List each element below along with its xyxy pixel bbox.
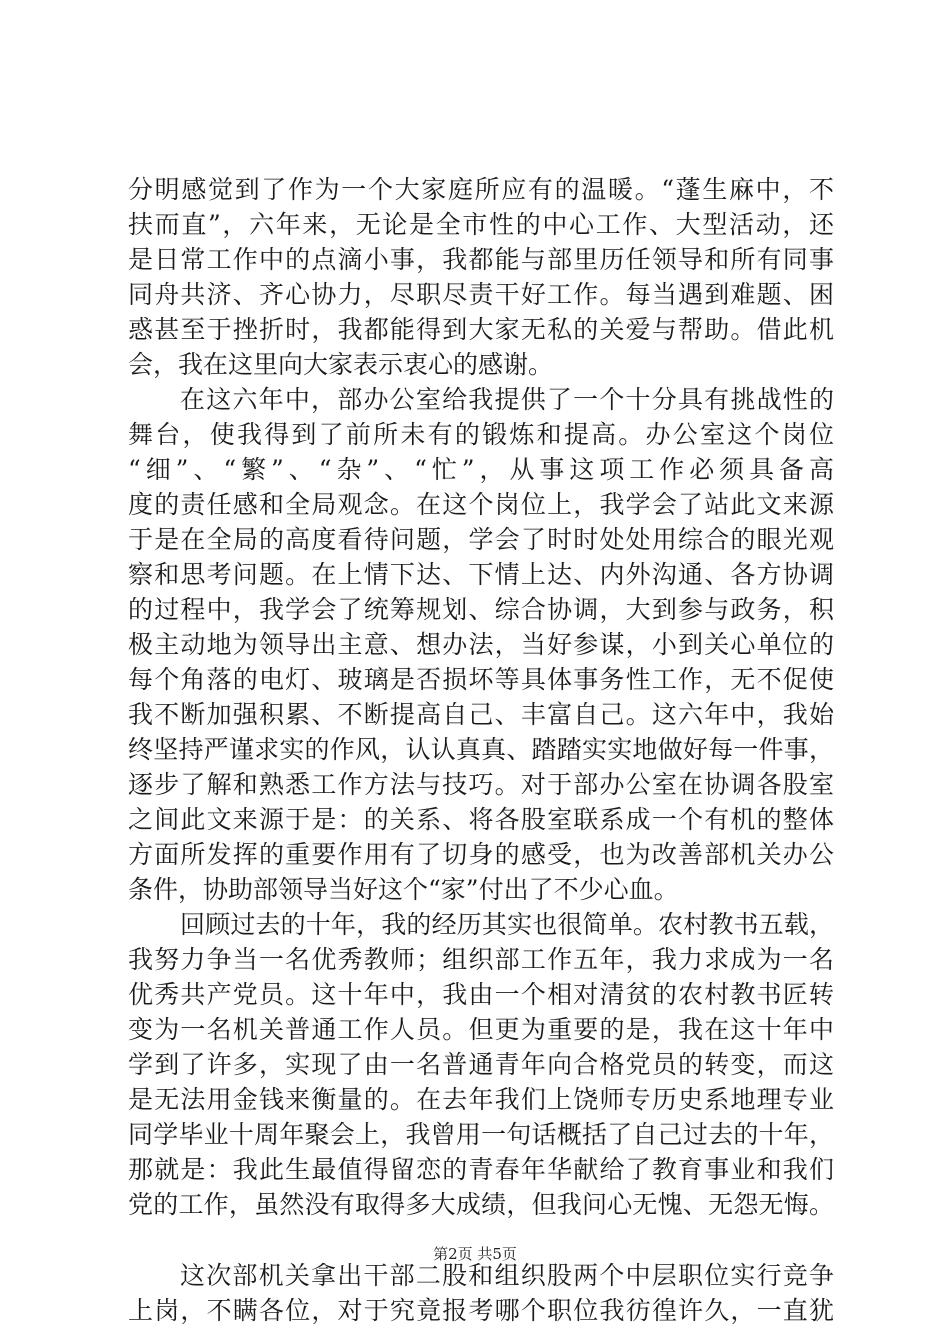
text-line: 党的工作，虽然没有取得多大成绩，但我问心无愧、无怨无悔。 <box>128 1190 834 1219</box>
text-line: 舞台，使我得到了前所未有的锻炼和提高。办公室这个岗位 <box>128 420 834 449</box>
text-line: 逐步了解和熟悉工作方法与技巧。对于部办公室在协调各股室 <box>128 770 834 799</box>
paragraph-gratitude <box>128 172 834 382</box>
text-line: 变为一名机关普通工作人员。但更为重要的是，我在这十年中 <box>128 1015 834 1044</box>
text-line: 惑甚至于挫折时，我都能得到大家无私的关爱与帮助。借此机 <box>128 315 834 344</box>
text-line: 那就是：我此生最值得留恋的青春年华献给了教育事业和我们 <box>128 1155 834 1184</box>
text-line: 优秀共产党员。这十年中，我由一个相对清贫的农村教书匠转 <box>128 980 834 1009</box>
text-line: “细”、“繁”、“杂”、“忙”，从事这项工作必须具备高 <box>128 455 834 484</box>
text-line: 之间此文来源于是：的关系、将各股室联系成一个有机的整体 <box>128 805 834 834</box>
paragraph-competition <box>128 1258 834 1328</box>
text-line: 上岗，不瞒各位，对于究竟报考哪个职位我彷徨许久，一直犹 <box>128 1296 834 1325</box>
paragraph-office-experience <box>128 382 834 907</box>
text-line: 学到了许多，实现了由一名普通青年向合格党员的转变，而这 <box>128 1050 834 1079</box>
text-line: 每个角落的电灯、玻璃是否损坏等具体事务性工作，无不促使 <box>128 665 834 694</box>
text-line: 分明感觉到了作为一个大家庭所应有的温暖。“蓬生麻中，不 <box>128 175 834 204</box>
document-body <box>128 172 834 1328</box>
text-line: 这次部机关拿出干部二股和组织股两个中层职位实行竞争 <box>180 1261 834 1290</box>
text-line: 我不断加强积累、不断提高自己、丰富自己。这六年中，我始 <box>128 700 834 729</box>
text-line: 会，我在这里向大家表示衷心的感谢。 <box>128 350 554 379</box>
text-line: 在这六年中，部办公室给我提供了一个十分具有挑战性的 <box>180 385 834 414</box>
text-line: 方面所发挥的重要作用有了切身的感受，也为改善部机关办公 <box>128 840 834 869</box>
text-line: 的过程中，我学会了统筹规划、综合协调，大到参与政务，积 <box>128 595 834 624</box>
text-line: 是无法用金钱来衡量的。在去年我们上饶师专历史系地理专业 <box>128 1085 834 1114</box>
text-line: 扶而直”，六年来，无论是全市性的中心工作、大型活动，还 <box>128 210 834 239</box>
text-line: 度的责任感和全局观念。在这个岗位上，我学会了站此文来源 <box>128 490 834 519</box>
text-line: 终坚持严谨求实的作风，认认真真、踏踏实实地做好每一件事， <box>128 735 834 764</box>
text-line: 条件，协助部领导当好这个“家”付出了不少心血。 <box>128 875 679 904</box>
text-line: 是日常工作中的点滴小事，我都能与部里历任领导和所有同事 <box>128 245 834 274</box>
text-line: 回顾过去的十年，我的经历其实也很简单。农村教书五载， <box>180 910 834 939</box>
text-line: 于是在全局的高度看待问题，学会了时时处处用综合的眼光观 <box>128 525 834 554</box>
text-line: 察和思考问题。在上情下达、下情上达、内外沟通、各方协调 <box>128 560 834 589</box>
text-line: 我努力争当一名优秀教师；组织部工作五年，我力求成为一名 <box>128 945 834 974</box>
text-line: 同舟共济、齐心协力，尽职尽责干好工作。每当遇到难题、困 <box>128 280 834 309</box>
text-line: 同学毕业十周年聚会上，我曾用一句话概括了自己过去的十年， <box>128 1120 834 1149</box>
text-line: 极主动地为领导出主意、想办法，当好参谋，小到关心单位的 <box>128 630 834 659</box>
page-number-footer: 第2页 共5页 <box>433 1245 517 1263</box>
paragraph-ten-years <box>128 907 834 1222</box>
